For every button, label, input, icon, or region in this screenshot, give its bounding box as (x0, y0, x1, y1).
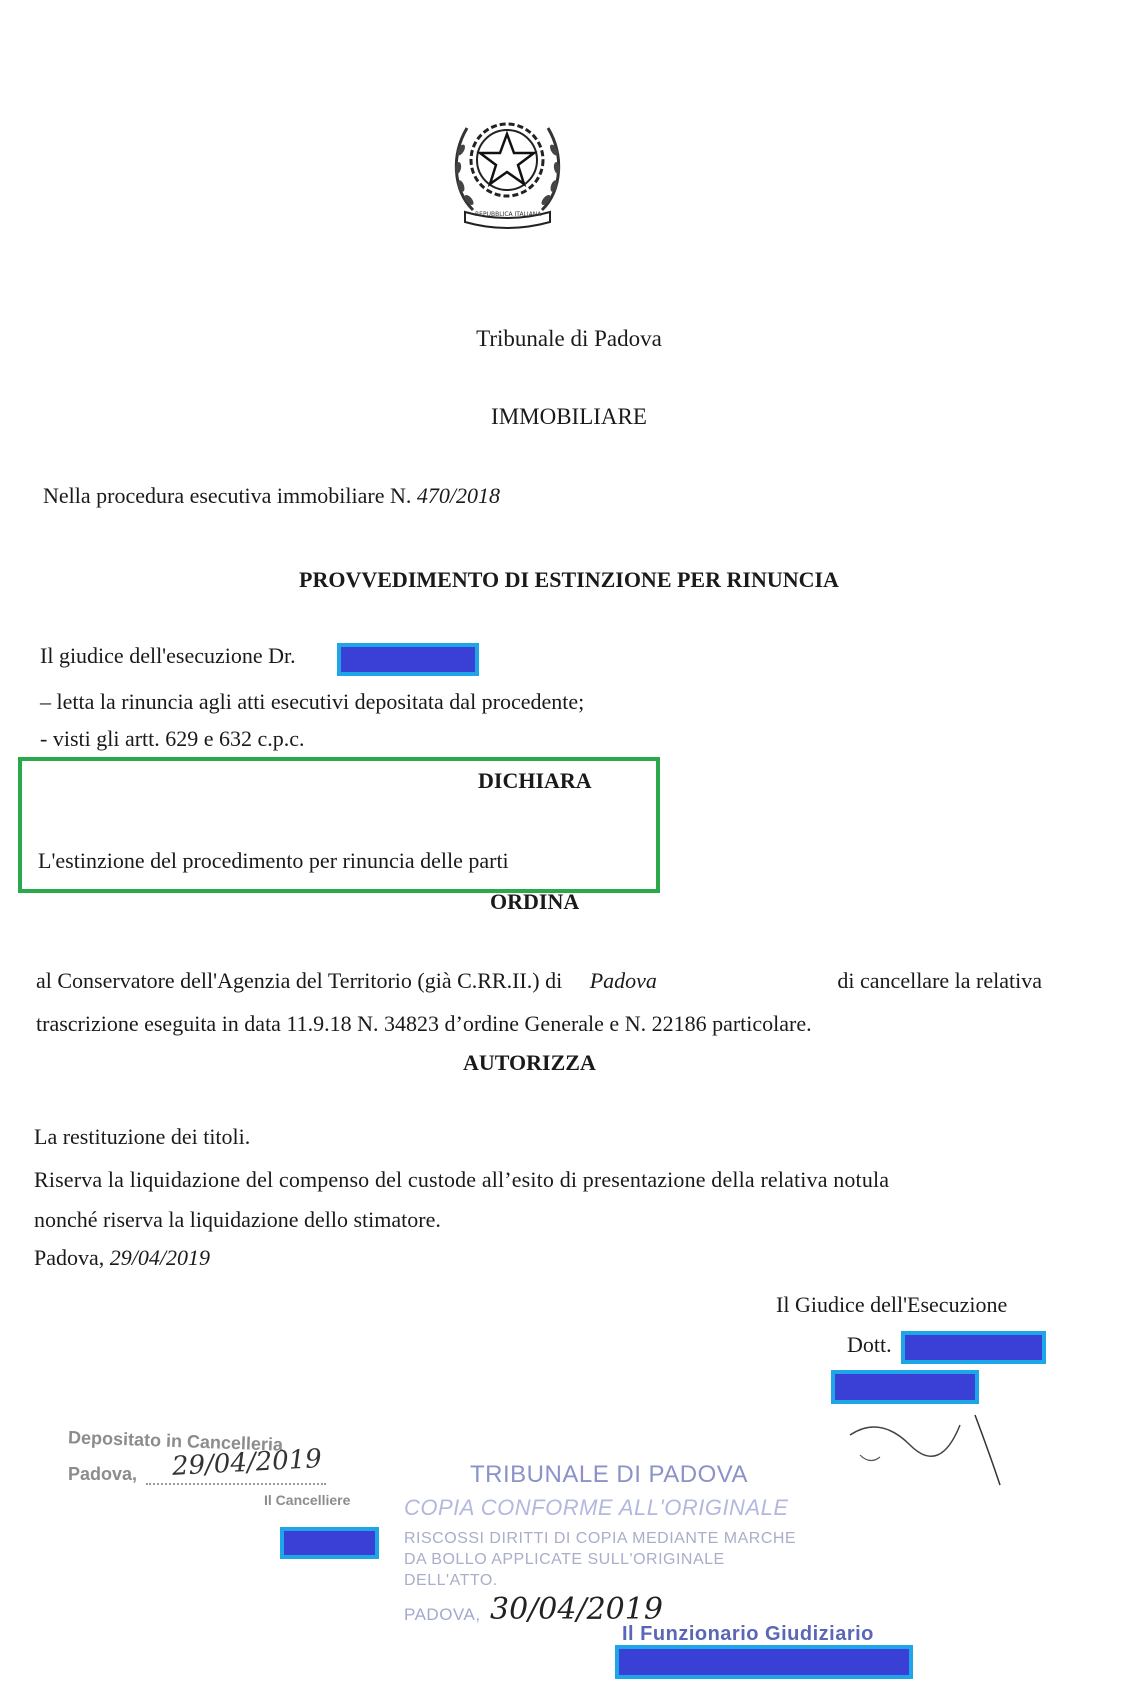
place-date (34, 1245, 210, 1271)
orders-heading: ORDINA (490, 889, 580, 914)
redacted-clerk-name (280, 1527, 379, 1559)
copy-stamp-line1: RISCOSSI DIRITTI DI COPIA MEDIANTE MARCHE (404, 1530, 797, 1547)
copy-stamp-subtitle: COPIA CONFORME ALL'ORIGINALE (404, 1495, 789, 1520)
deposit-stamp-line1: Depositato in Cancelleria (67, 1427, 284, 1455)
orders-paragraph-line2: trascrizione eseguita in data 11.9.18 N. 34823 d’ordine Generale e N. 22186 particolare. (36, 1011, 812, 1036)
orders-text-b: di cancellare la relativa (837, 968, 1042, 993)
judge-signature-scribble (840, 1395, 1020, 1495)
procedure-prefix: Nella procedura esecutiva immobiliare N. (43, 483, 412, 508)
copy-stamp-title: TRIBUNALE DI PADOVA (470, 1461, 748, 1488)
copy-stamp-date: 30/04/2019 (490, 1592, 663, 1627)
declares-heading: DICHIARA (478, 768, 592, 793)
deposit-stamp-date: 29/04/2019 (171, 1444, 323, 1482)
read-line: – letta la rinuncia agli atti esecutivi depositata dal procedente; (40, 689, 585, 714)
court-name: Tribunale di Padova (476, 326, 662, 351)
redacted-signer-name (901, 1331, 1046, 1364)
copy-stamp-officer: Il Funzionario Giudiziario (622, 1623, 874, 1645)
orders-place: Padova (589, 968, 657, 993)
procedure-line (43, 483, 500, 509)
signature-role: Il Giudice dell'Esecuzione (776, 1292, 1008, 1317)
procedure-number: 470/2018 (416, 483, 500, 508)
decision-date: 29/04/2019 (109, 1245, 210, 1270)
orders-paragraph-line1 (36, 968, 1042, 994)
auth-line3: nonché riserva la liquidazione dello stimatore. (34, 1207, 441, 1232)
judge-line: Il giudice dell'esecuzione Dr. (40, 643, 296, 668)
redacted-officer-name (615, 1645, 913, 1679)
authorizes-heading: AUTORIZZA (463, 1050, 596, 1075)
declares-text: L'estinzione del procedimento per rinuncia delle parti (38, 848, 509, 873)
section-name: IMMOBILIARE (491, 404, 647, 429)
signature-title: Dott. (847, 1332, 892, 1357)
auth-line1: La restituzione dei titoli. (34, 1124, 251, 1149)
redacted-judge-name (337, 643, 479, 676)
copy-stamp-line3: DELL'ATTO. (404, 1572, 498, 1589)
deposit-stamp-line2: Padova, (68, 1464, 138, 1484)
place: Padova, (34, 1245, 105, 1270)
orders-text-a: al Conservatore dell'Agenzia del Territorio (già C.RR.II.) di (36, 968, 563, 993)
deposit-stamp-clerk: Il Cancelliere (264, 1492, 351, 1508)
seen-line: - visti gli artt. 629 e 632 c.p.c. (40, 726, 305, 751)
document-title: PROVVEDIMENTO DI ESTINZIONE PER RINUNCIA (299, 567, 839, 592)
auth-line2: Riserva la liquidazione del compenso del custode all’esito di presentazione della relativa notula (34, 1167, 890, 1192)
emblem-ribbon-text: REPUBBLICA ITALIANA (475, 211, 542, 218)
deposit-stamp-dotline (146, 1483, 326, 1485)
emblem-logo (445, 100, 570, 230)
copy-stamp-city: PADOVA, (404, 1605, 481, 1624)
copy-stamp-line2: DA BOLLO APPLICATE SULL'ORIGINALE (404, 1551, 725, 1568)
